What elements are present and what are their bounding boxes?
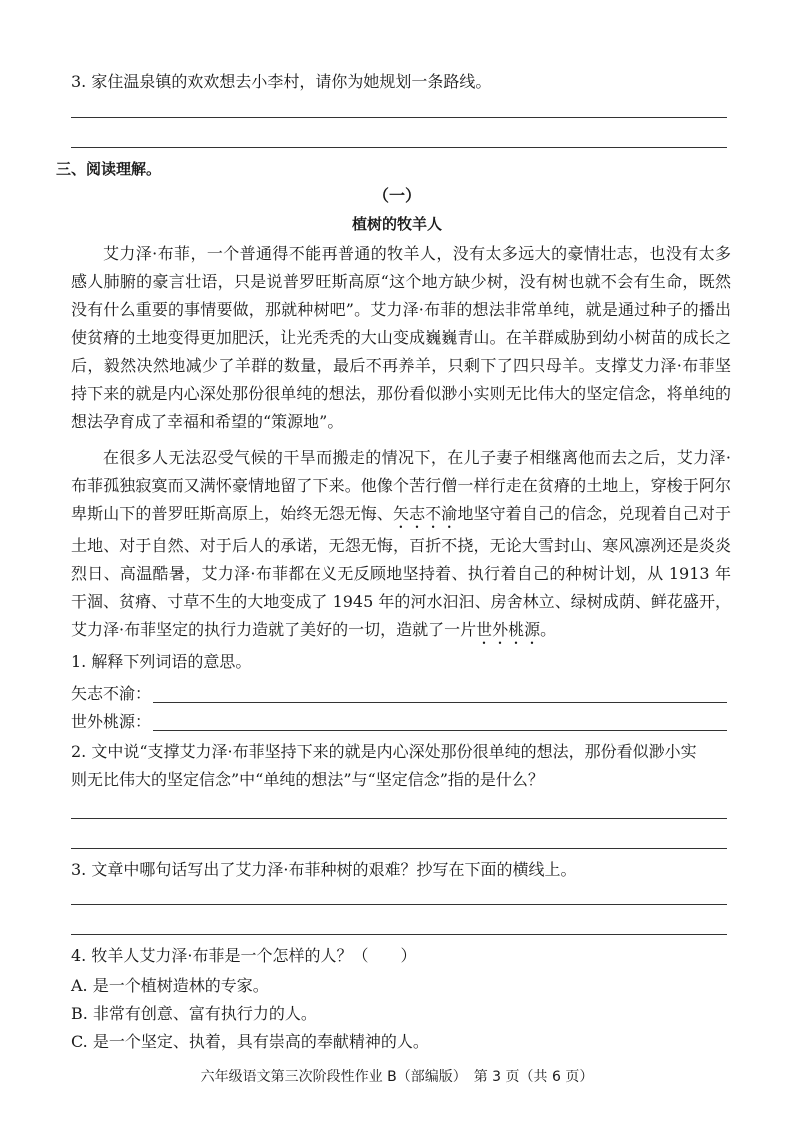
emphasized-word-2: 世外桃源 bbox=[476, 620, 541, 639]
paragraph-2-text bbox=[71, 444, 731, 648]
option-a[interactable]: A. 是一个植树造林的专家。 bbox=[71, 976, 269, 995]
question-2-line-2: 则无比伟大的坚定信念”中“单纯的想法”与“坚定信念”指的是什么？ bbox=[71, 770, 544, 789]
option-b[interactable]: B. 非常有创意、富有执行力的人。 bbox=[71, 1004, 317, 1023]
top-question-3: 3. 家住温泉镇的欢欢想去小李村，请你为她规划一条路线。 bbox=[71, 72, 492, 91]
question-1-word-1-label: 矢志不渝： bbox=[71, 684, 152, 703]
answer-line[interactable] bbox=[71, 818, 727, 819]
paragraph-1-text: 艾力泽·布菲，一个普通得不能再普通的牧羊人，没有太多远大的豪情壮志，也没有太多感人肺腑的豪言壮语，只是说普罗旺斯高原“这个地方缺少树，没有树也就不会有生命，既然没有什么重要的事情要做，那就种树吧”。艾力泽·布菲的想法非常单纯，就是通过种子的播出使贫瘠的土地变得更加肥沃，让光秃秃的大山变成巍巍青山。在羊群威胁到幼小树苗的成长之后，毅然决然地减少了羊群的数量，最后不再养羊，只剩下了四只母羊。支撑艾力泽·布菲坚持下来的就是内心深处那份很单纯的想法，那份看似渺小实则无比伟大的坚定信念，将单纯的想法孕育成了幸福和希望的“策源地”。 bbox=[71, 244, 731, 431]
article-title: 植树的牧羊人 bbox=[351, 215, 442, 233]
answer-line[interactable] bbox=[71, 848, 727, 849]
article-paragraph-2 bbox=[71, 444, 731, 648]
paragraph-2-part-b: 地坚守着自己的信念，兑现着自己对于土地、对于自然、对于后人的承诺，无怨无悔，百折不挠，无论大雪封山、寒风凛冽还是炎炎烈日、高温酷暑，艾力泽·布菲都在义无反顾地坚持着、执行着自己的种树计划，从 1913 年干涸、贫瘠、寸草不生的大地变成了 1945 年的河水汩汩、房舍林立、绿树成荫、鲜花盛开，艾力泽·布菲坚定的执行力造就了美好的一切，造就了一片 bbox=[71, 504, 731, 639]
question-4: 4. 牧羊人艾力泽·布菲是一个怎样的人？（ ） bbox=[71, 946, 417, 965]
page-footer: 六年级语文第三次阶段性作业 B（部编版） 第 3 页（共 6 页） bbox=[200, 1069, 594, 1085]
part-label: （一） bbox=[372, 186, 421, 205]
paragraph-2-part-c: 。 bbox=[540, 620, 557, 639]
article-paragraph-1 bbox=[71, 240, 731, 436]
question-1-word-2-label: 世外桃源： bbox=[71, 712, 152, 731]
question-3: 3. 文章中哪句话写出了艾力泽·布菲种树的艰难？抄写在下面的横线上。 bbox=[71, 860, 577, 879]
emphasized-word-1: 矢志不渝 bbox=[392, 504, 458, 523]
answer-line[interactable] bbox=[71, 147, 727, 148]
option-c[interactable]: C. 是一个坚定、执着，具有崇高的奉献精神的人。 bbox=[71, 1032, 429, 1051]
question-1: 1. 解释下列词语的意思。 bbox=[71, 652, 252, 671]
question-1-word-1-answer-line[interactable] bbox=[153, 702, 727, 703]
answer-line[interactable] bbox=[71, 117, 727, 118]
paragraph-2-part-a: 在很多人无法忍受气候的干旱而搬走的情况下，在儿子妻子相继离他而去之后，艾力泽·布菲孤独寂寞而又满怀豪情地留了下来。他像个苦行僧一样行走在贫瘠的土地上，穿梭于阿尔卑斯山下的普罗旺斯高原上，始终无怨无悔、 bbox=[71, 448, 731, 523]
answer-line[interactable] bbox=[71, 904, 727, 905]
answer-line[interactable] bbox=[71, 934, 727, 935]
question-2-line-1: 2. 文中说“支撑艾力泽·布菲坚持下来的就是内心深处那份很单纯的想法，那份看似渺小实 bbox=[71, 742, 697, 761]
section-title: 三、阅读理解。 bbox=[56, 160, 162, 178]
question-1-word-2-answer-line[interactable] bbox=[153, 730, 727, 731]
